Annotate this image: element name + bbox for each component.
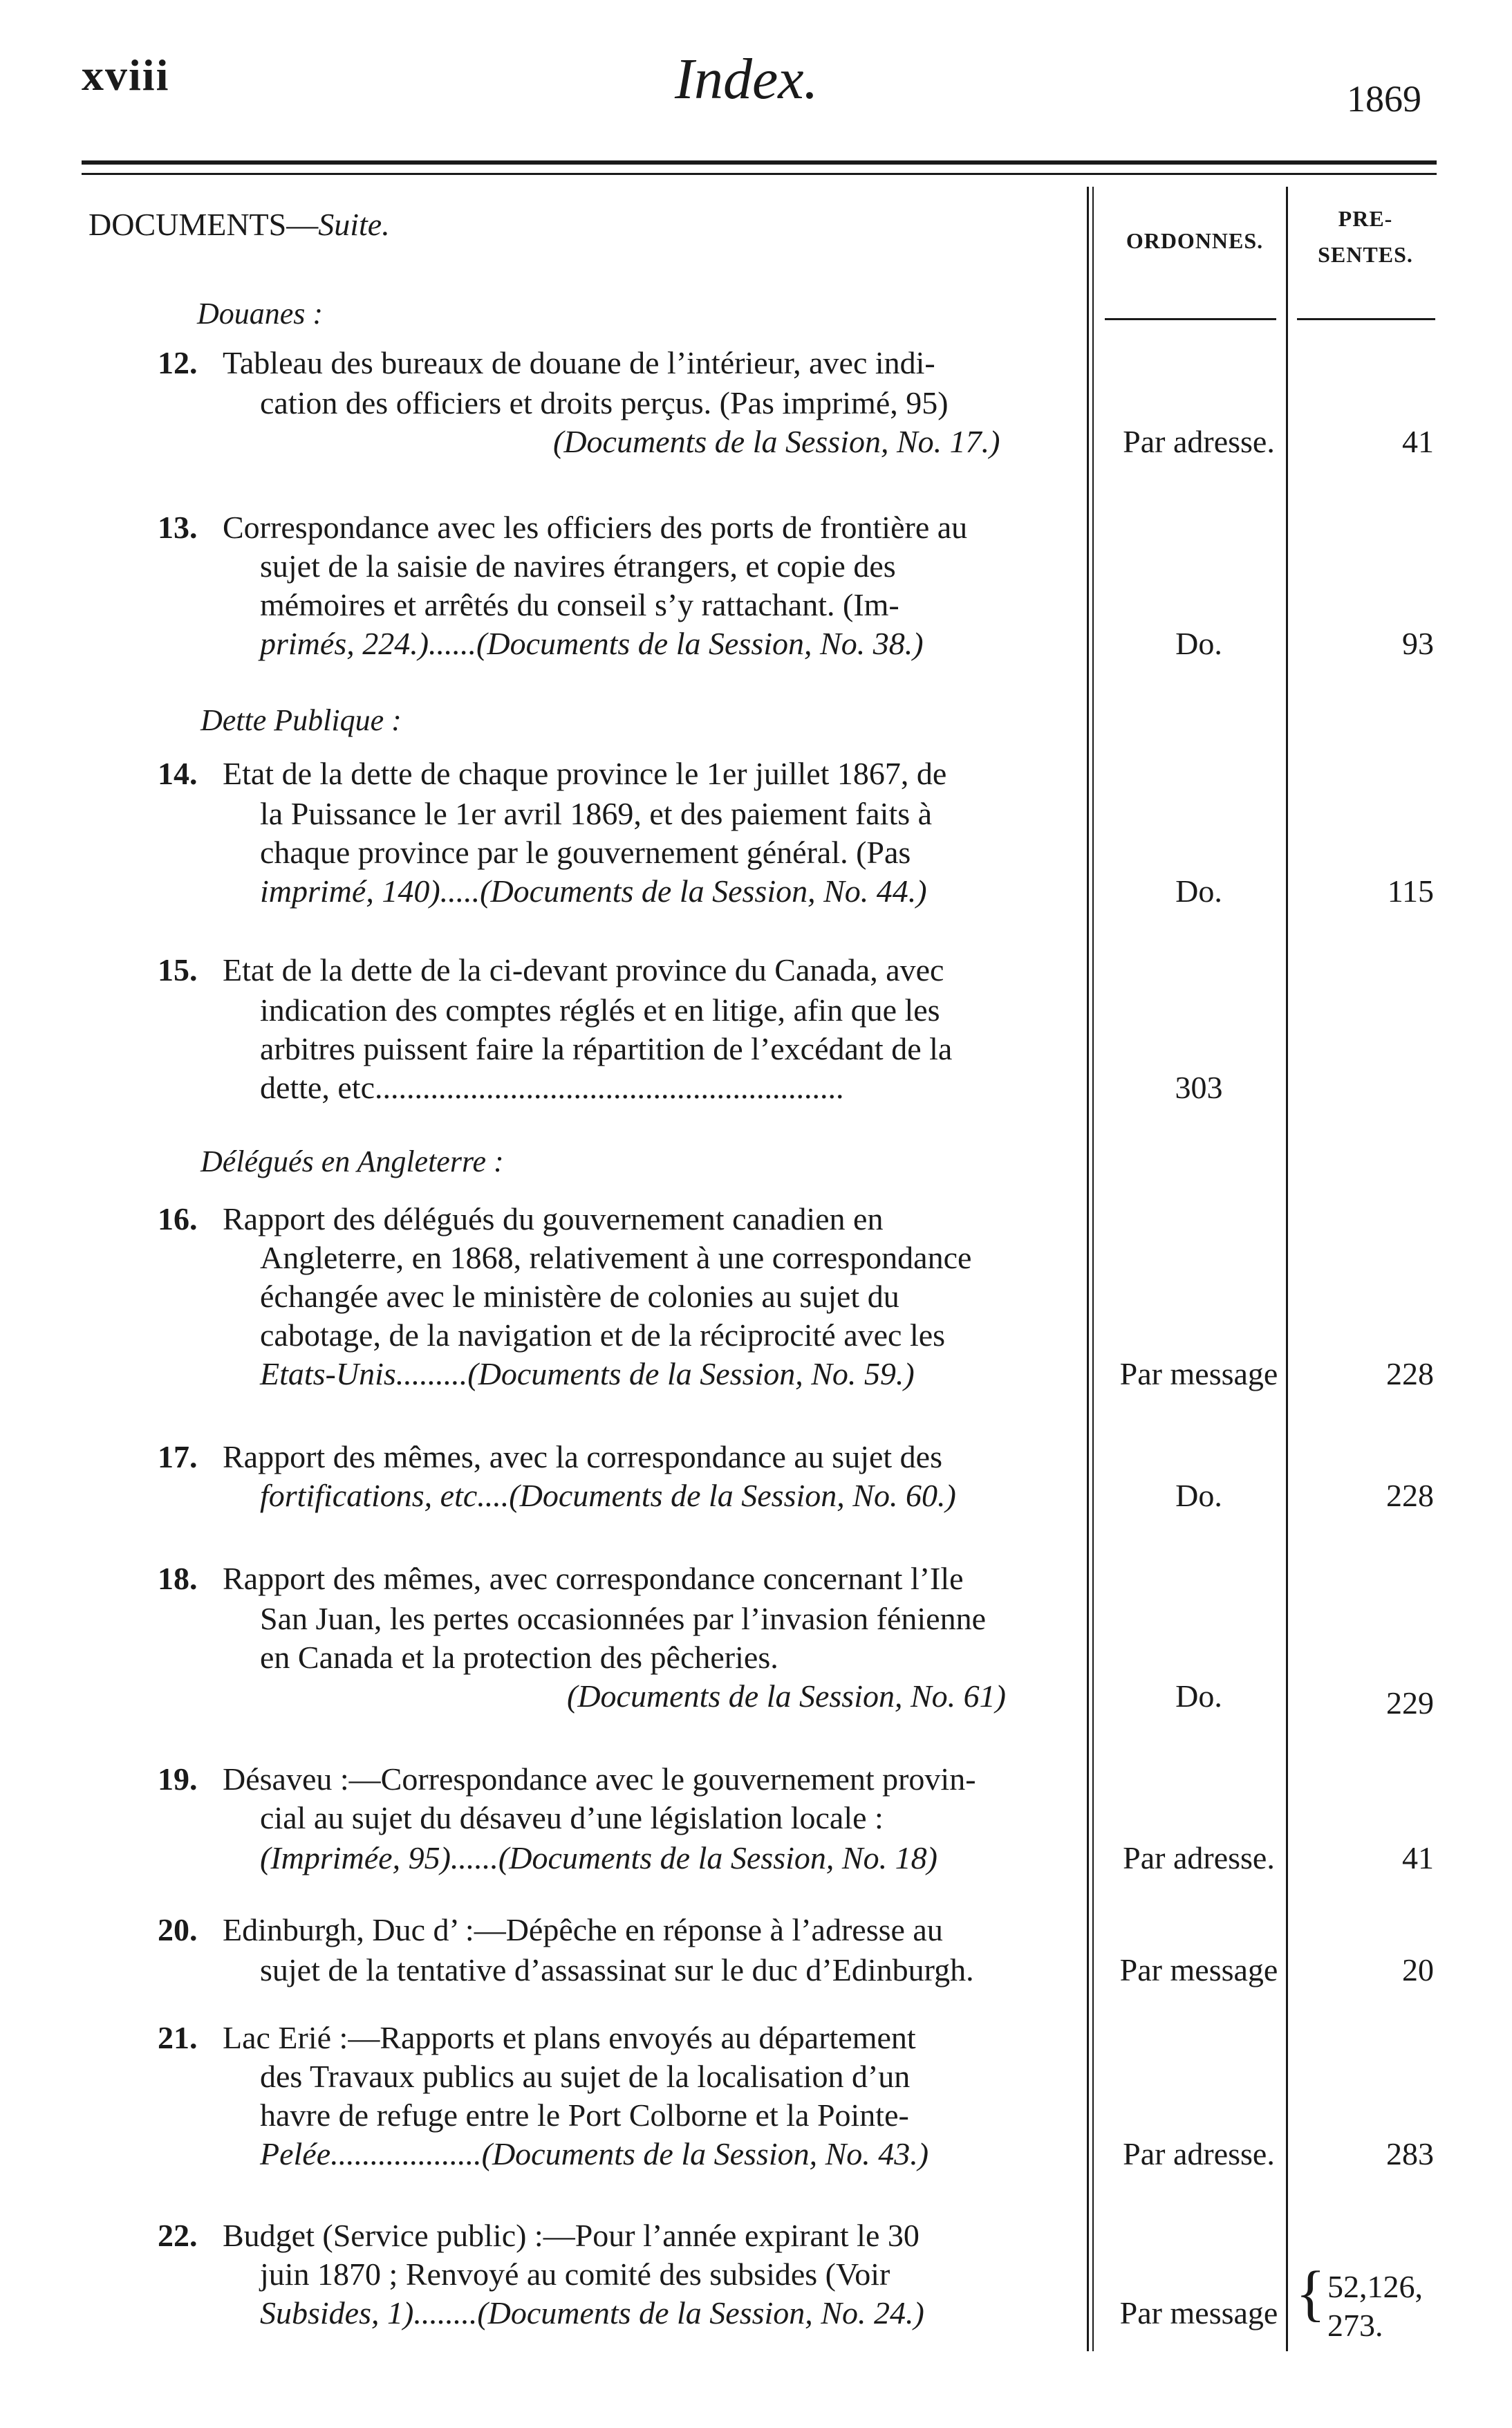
- entry-presented: 228: [1386, 1478, 1434, 1513]
- entry-number: 13.: [158, 510, 198, 545]
- entry-line: mémoires et arrêtés du conseil s’y rattachant. (Im-: [260, 587, 899, 622]
- entry-presented: 41: [1402, 1840, 1434, 1875]
- entry-ordered: Par message: [1119, 2295, 1278, 2330]
- entry-line: Lac Erié :—Rapports et plans envoyés au département: [223, 2020, 916, 2055]
- entry-presented: 20: [1402, 1952, 1434, 1987]
- entry-line: Tableau des bureaux de douane de l’intérieur, avec indi-: [223, 345, 935, 380]
- entry-line: (Imprimée, 95)......(Documents de la Session, No. 18): [260, 1840, 937, 1875]
- entry-number: 19.: [158, 1761, 198, 1797]
- entry-line: cial au sujet du désaveu d’une législation locale :: [260, 1800, 884, 1835]
- entry-presented: 229: [1386, 1685, 1434, 1721]
- entry-line: la Puissance le 1er avril 1869, et des paiement faits à: [260, 796, 933, 831]
- column-rule-ordered: [1105, 318, 1276, 320]
- entry-line: Edinburgh, Duc d’ :—Dépêche en réponse à l’adresse au: [223, 1912, 943, 1947]
- section-title: DOCUMENTS—Suite.: [88, 207, 390, 242]
- column-divider-left: [1087, 187, 1089, 2351]
- entry-ordered: Do.: [1175, 873, 1222, 909]
- section-title-text: DOCUMENTS: [88, 207, 287, 242]
- entry-ordered: Par message: [1119, 1952, 1278, 1987]
- entry-line: juin 1870 ; Renvoyé au comité des subsides (Voir: [260, 2256, 890, 2292]
- entry-line: havre de refuge entre le Port Colborne et la Pointe-: [260, 2097, 909, 2133]
- entry-ordered: 303: [1175, 1070, 1223, 1105]
- entry-presented: 52,126,: [1327, 2269, 1423, 2304]
- entry-ordered: Par message: [1119, 1356, 1278, 1391]
- entry-line: Rapport des délégués du gouvernement canadien en: [223, 1201, 884, 1236]
- entry-line: Budget (Service public) :—Pour l’année expirant le 30: [223, 2218, 920, 2253]
- column-ordered: ORDONNES.: [1126, 228, 1264, 253]
- entry-ordered: Par adresse.: [1123, 424, 1275, 459]
- entry-line: Etat de la dette de la ci-devant province du Canada, avec: [223, 952, 944, 988]
- entry-number: 18.: [158, 1561, 198, 1596]
- entry-line: Etats-Unis.........(Documents de la Session, No. 59.): [260, 1356, 915, 1391]
- page-year: 1869: [1347, 78, 1421, 120]
- entry-line: arbitres puissent faire la répartition de l’excédant de la: [260, 1031, 953, 1066]
- entry-line: (Documents de la Session, No. 61): [567, 1678, 1006, 1714]
- entry-line: chaque province par le gouvernement général. (Pas: [260, 835, 911, 870]
- entry-line: échangée avec le ministère de colonies au sujet du: [260, 1279, 899, 1314]
- entry-line: Désaveu :—Correspondance avec le gouvernement provin-: [223, 1761, 976, 1797]
- entry-number: 17.: [158, 1439, 198, 1474]
- entry-line: (Documents de la Session, No. 17.): [553, 424, 1000, 459]
- entry-presented: 283: [1386, 2136, 1434, 2171]
- header-rule-thick: [82, 160, 1437, 165]
- entry-line: indication des comptes réglés et en litige, afin que les: [260, 992, 940, 1028]
- entry-number: 20.: [158, 1912, 198, 1947]
- entry-presented: 93: [1402, 626, 1434, 661]
- entry-line: Rapport des mêmes, avec la correspondance au sujet des: [223, 1439, 942, 1474]
- entry-line: primés, 224.)......(Documents de la Session, No. 38.): [260, 626, 924, 661]
- subhead-douanes: Douanes :: [197, 297, 324, 331]
- entry-line: imprimé, 140).....(Documents de la Session, No. 44.): [260, 873, 927, 909]
- entry-line: sujet de la tentative d’assassinat sur le duc d’Edinburgh.: [260, 1952, 974, 1987]
- header-rule-thin: [82, 173, 1437, 175]
- brace-glyph: {: [1296, 2259, 1326, 2328]
- entry-line: San Juan, les pertes occasionnées par l’invasion fénienne: [260, 1601, 986, 1636]
- entry-number: 12.: [158, 345, 198, 380]
- column-divider-left-2: [1092, 187, 1094, 2351]
- entry-number: 14.: [158, 756, 198, 791]
- entry-presented: 228: [1386, 1356, 1434, 1391]
- entry-number: 21.: [158, 2020, 198, 2055]
- entry-number: 22.: [158, 2218, 198, 2253]
- entry-line: dette, etc...........................................................: [260, 1070, 844, 1105]
- entry-presented: 115: [1387, 873, 1434, 909]
- page-title: Index.: [675, 47, 819, 111]
- entry-line: Pelée...................(Documents de la Session, No. 43.): [260, 2136, 929, 2171]
- entry-line: des Travaux publics au sujet de la localisation d’un: [260, 2059, 911, 2094]
- entry-line: sujet de la saisie de navires étrangers, et copie des: [260, 548, 896, 584]
- section-title-suffix: Suite.: [318, 207, 390, 242]
- entry-presented: 41: [1402, 424, 1434, 459]
- entry-line: Angleterre, en 1868, relativement à une correspondance: [260, 1240, 972, 1275]
- entry-ordered: Par adresse.: [1123, 1840, 1275, 1875]
- entry-line: en Canada et la protection des pêcheries.: [260, 1640, 778, 1675]
- entry-ordered: Do.: [1175, 1478, 1222, 1513]
- entry-line: Subsides, 1)........(Documents de la Session, No. 24.): [260, 2295, 924, 2330]
- column-rule-presented: [1297, 318, 1435, 320]
- subhead-dette-publique: Dette Publique :: [200, 703, 402, 737]
- column-presented-line2: SENTES.: [1318, 242, 1413, 267]
- entry-line: Rapport des mêmes, avec correspondance concernant l’Ile: [223, 1561, 964, 1596]
- entry-presented-cont: 273.: [1327, 2308, 1383, 2343]
- entry-line: Etat de la dette de chaque province le 1er juillet 1867, de: [223, 756, 947, 791]
- page-number: xviii: [82, 50, 170, 100]
- entry-ordered: Do.: [1175, 626, 1222, 661]
- entry-number: 16.: [158, 1201, 198, 1236]
- column-presented-line1: PRE-: [1338, 206, 1393, 231]
- entry-line: cabotage, de la navigation et de la réciprocité avec les: [260, 1317, 946, 1353]
- entry-ordered: Do.: [1175, 1678, 1222, 1714]
- subhead-delegues: Délégués en Angleterre :: [200, 1145, 504, 1178]
- entry-line: Correspondance avec les officiers des ports de frontière au: [223, 510, 968, 545]
- column-divider-right: [1286, 187, 1288, 2351]
- entry-line: fortifications, etc....(Documents de la Session, No. 60.): [260, 1478, 956, 1513]
- entry-number: 15.: [158, 952, 198, 988]
- entry-ordered: Par adresse.: [1123, 2136, 1275, 2171]
- entry-line: cation des officiers et droits perçus. (Pas imprimé, 95): [260, 385, 949, 420]
